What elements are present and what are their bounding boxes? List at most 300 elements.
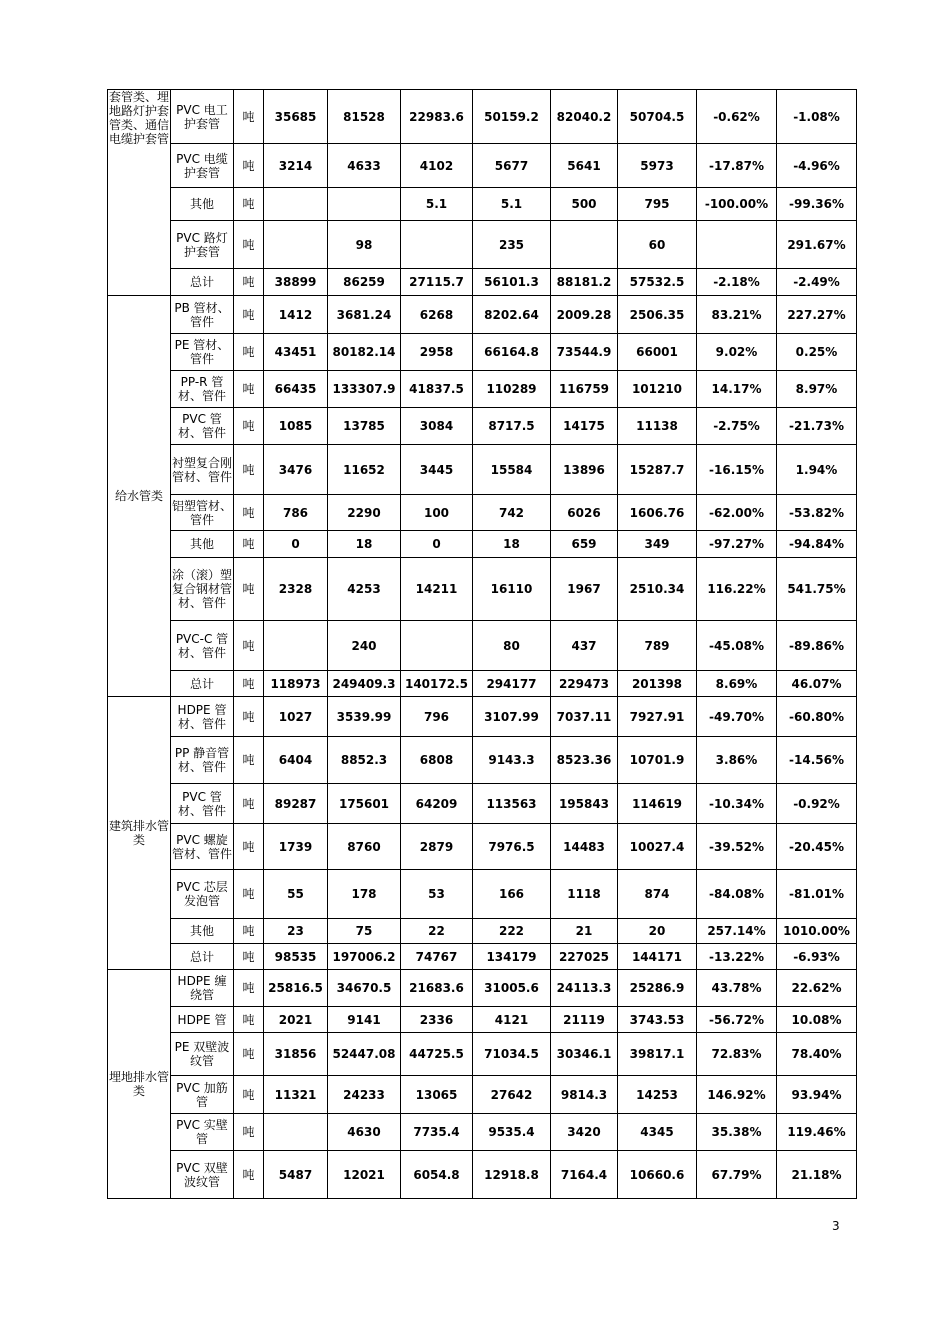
- unit-cell: 吨: [234, 1007, 264, 1033]
- value-cell: 659: [551, 531, 618, 558]
- value-cell: 2510.34: [618, 558, 697, 621]
- value-cell: 34670.5: [328, 970, 401, 1007]
- value-cell: 35685: [264, 90, 328, 144]
- value-cell: 500: [551, 188, 618, 221]
- unit-cell: 吨: [234, 870, 264, 919]
- value-cell: -45.08%: [697, 621, 777, 671]
- value-cell: 8523.36: [551, 737, 618, 784]
- value-cell: 166: [473, 870, 551, 919]
- value-cell: 31005.6: [473, 970, 551, 1007]
- value-cell: 22: [401, 919, 473, 944]
- value-cell: -94.84%: [777, 531, 857, 558]
- value-cell: -89.86%: [777, 621, 857, 671]
- value-cell: 2290: [328, 495, 401, 531]
- value-cell: 116759: [551, 371, 618, 408]
- unit-cell: 吨: [234, 737, 264, 784]
- value-cell: 144171: [618, 944, 697, 970]
- value-cell: 229473: [551, 671, 618, 697]
- unit-cell: 吨: [234, 144, 264, 188]
- value-cell: 742: [473, 495, 551, 531]
- item-cell: PVC 双壁波纹管: [171, 1151, 234, 1199]
- table-row: [108, 824, 857, 870]
- value-cell: 140172.5: [401, 671, 473, 697]
- value-cell: [328, 188, 401, 221]
- value-cell: -100.00%: [697, 188, 777, 221]
- value-cell: 14.17%: [697, 371, 777, 408]
- unit-cell: 吨: [234, 1151, 264, 1199]
- value-cell: 38899: [264, 269, 328, 296]
- value-cell: 93.94%: [777, 1076, 857, 1114]
- value-cell: 113563: [473, 784, 551, 824]
- value-cell: 178: [328, 870, 401, 919]
- value-cell: 5487: [264, 1151, 328, 1199]
- item-cell: HDPE 管材、管件: [171, 697, 234, 737]
- table-row: [108, 408, 857, 445]
- value-cell: 3445: [401, 445, 473, 495]
- value-cell: 541.75%: [777, 558, 857, 621]
- value-cell: 30346.1: [551, 1033, 618, 1076]
- value-cell: 66435: [264, 371, 328, 408]
- value-cell: 7037.11: [551, 697, 618, 737]
- value-cell: -2.75%: [697, 408, 777, 445]
- value-cell: 201398: [618, 671, 697, 697]
- value-cell: 9.02%: [697, 334, 777, 371]
- item-cell: PVC 加筋管: [171, 1076, 234, 1114]
- value-cell: 66164.8: [473, 334, 551, 371]
- value-cell: -97.27%: [697, 531, 777, 558]
- value-cell: 12021: [328, 1151, 401, 1199]
- value-cell: 10027.4: [618, 824, 697, 870]
- value-cell: -1.08%: [777, 90, 857, 144]
- value-cell: [697, 221, 777, 269]
- value-cell: 10660.6: [618, 1151, 697, 1199]
- value-cell: 46.07%: [777, 671, 857, 697]
- value-cell: 25816.5: [264, 970, 328, 1007]
- table-row: [108, 558, 857, 621]
- table-row: [108, 296, 857, 334]
- item-cell: 其他: [171, 188, 234, 221]
- unit-cell: 吨: [234, 445, 264, 495]
- table-row: [108, 784, 857, 824]
- table-row: [108, 1076, 857, 1114]
- value-cell: 1118: [551, 870, 618, 919]
- value-cell: [264, 621, 328, 671]
- value-cell: 4102: [401, 144, 473, 188]
- value-cell: 257.14%: [697, 919, 777, 944]
- value-cell: 116.22%: [697, 558, 777, 621]
- unit-cell: 吨: [234, 558, 264, 621]
- unit-cell: 吨: [234, 495, 264, 531]
- unit-cell: 吨: [234, 697, 264, 737]
- value-cell: 20: [618, 919, 697, 944]
- value-cell: 89287: [264, 784, 328, 824]
- value-cell: 197006.2: [328, 944, 401, 970]
- value-cell: -4.96%: [777, 144, 857, 188]
- value-cell: 73544.9: [551, 334, 618, 371]
- value-cell: 0.25%: [777, 334, 857, 371]
- item-cell: PB 管材、管件: [171, 296, 234, 334]
- value-cell: 1739: [264, 824, 328, 870]
- value-cell: -20.45%: [777, 824, 857, 870]
- table-row: [108, 1114, 857, 1151]
- value-cell: 14211: [401, 558, 473, 621]
- value-cell: -2.49%: [777, 269, 857, 296]
- value-cell: 82040.2: [551, 90, 618, 144]
- value-cell: 1606.76: [618, 495, 697, 531]
- value-cell: 98: [328, 221, 401, 269]
- value-cell: 9143.3: [473, 737, 551, 784]
- unit-cell: 吨: [234, 1033, 264, 1076]
- page-number: 3: [832, 1219, 840, 1233]
- value-cell: 8760: [328, 824, 401, 870]
- value-cell: 796: [401, 697, 473, 737]
- table-row: [108, 970, 857, 1007]
- value-cell: 55: [264, 870, 328, 919]
- value-cell: -53.82%: [777, 495, 857, 531]
- item-cell: PVC 路灯护套管: [171, 221, 234, 269]
- value-cell: -2.18%: [697, 269, 777, 296]
- value-cell: 874: [618, 870, 697, 919]
- item-cell: 其他: [171, 919, 234, 944]
- value-cell: 2958: [401, 334, 473, 371]
- value-cell: 8202.64: [473, 296, 551, 334]
- value-cell: 15584: [473, 445, 551, 495]
- item-cell: PP-R 管材、管件: [171, 371, 234, 408]
- value-cell: 195843: [551, 784, 618, 824]
- value-cell: 64209: [401, 784, 473, 824]
- table-row: [108, 188, 857, 221]
- value-cell: 43451: [264, 334, 328, 371]
- item-cell: PVC-C 管材、管件: [171, 621, 234, 671]
- value-cell: -21.73%: [777, 408, 857, 445]
- value-cell: 175601: [328, 784, 401, 824]
- value-cell: 4121: [473, 1007, 551, 1033]
- value-cell: 249409.3: [328, 671, 401, 697]
- value-cell: 3.86%: [697, 737, 777, 784]
- value-cell: 7927.91: [618, 697, 697, 737]
- category-cell: 套管类、埋地路灯护套管类、通信电缆护套管: [108, 90, 171, 296]
- value-cell: 4253: [328, 558, 401, 621]
- value-cell: 15287.7: [618, 445, 697, 495]
- value-cell: -0.92%: [777, 784, 857, 824]
- value-cell: 4633: [328, 144, 401, 188]
- value-cell: 60: [618, 221, 697, 269]
- value-cell: 81528: [328, 90, 401, 144]
- value-cell: 27115.7: [401, 269, 473, 296]
- value-cell: -39.52%: [697, 824, 777, 870]
- value-cell: 35.38%: [697, 1114, 777, 1151]
- value-cell: 83.21%: [697, 296, 777, 334]
- value-cell: 7164.4: [551, 1151, 618, 1199]
- table-row: [108, 531, 857, 558]
- value-cell: 4345: [618, 1114, 697, 1151]
- value-cell: 2506.35: [618, 296, 697, 334]
- unit-cell: 吨: [234, 221, 264, 269]
- value-cell: 11138: [618, 408, 697, 445]
- value-cell: 146.92%: [697, 1076, 777, 1114]
- value-cell: 86259: [328, 269, 401, 296]
- value-cell: [551, 221, 618, 269]
- value-cell: 50159.2: [473, 90, 551, 144]
- value-cell: 72.83%: [697, 1033, 777, 1076]
- value-cell: 118973: [264, 671, 328, 697]
- value-cell: 3107.99: [473, 697, 551, 737]
- value-cell: 5.1: [473, 188, 551, 221]
- value-cell: 2328: [264, 558, 328, 621]
- table-row: [108, 870, 857, 919]
- item-cell: HDPE 管: [171, 1007, 234, 1033]
- value-cell: 1412: [264, 296, 328, 334]
- value-cell: 6026: [551, 495, 618, 531]
- item-cell: PVC 管材、管件: [171, 408, 234, 445]
- value-cell: 1967: [551, 558, 618, 621]
- unit-cell: 吨: [234, 970, 264, 1007]
- value-cell: 23: [264, 919, 328, 944]
- unit-cell: 吨: [234, 90, 264, 144]
- value-cell: 9814.3: [551, 1076, 618, 1114]
- value-cell: 1010.00%: [777, 919, 857, 944]
- value-cell: 25286.9: [618, 970, 697, 1007]
- value-cell: 13785: [328, 408, 401, 445]
- unit-cell: 吨: [234, 188, 264, 221]
- value-cell: 80: [473, 621, 551, 671]
- value-cell: [264, 1114, 328, 1151]
- value-cell: 119.46%: [777, 1114, 857, 1151]
- value-cell: -10.34%: [697, 784, 777, 824]
- value-cell: 52447.08: [328, 1033, 401, 1076]
- value-cell: 6054.8: [401, 1151, 473, 1199]
- value-cell: 3476: [264, 445, 328, 495]
- value-cell: 349: [618, 531, 697, 558]
- value-cell: 437: [551, 621, 618, 671]
- value-cell: -14.56%: [777, 737, 857, 784]
- value-cell: -99.36%: [777, 188, 857, 221]
- item-cell: PVC 电工护套管: [171, 90, 234, 144]
- item-cell: HDPE 缠绕管: [171, 970, 234, 1007]
- unit-cell: 吨: [234, 334, 264, 371]
- value-cell: 98535: [264, 944, 328, 970]
- value-cell: 22983.6: [401, 90, 473, 144]
- value-cell: 227.27%: [777, 296, 857, 334]
- value-cell: 2336: [401, 1007, 473, 1033]
- value-cell: 8717.5: [473, 408, 551, 445]
- item-cell: 总计: [171, 944, 234, 970]
- value-cell: 71034.5: [473, 1033, 551, 1076]
- category-cell: 给水管类: [108, 296, 171, 697]
- value-cell: 2009.28: [551, 296, 618, 334]
- value-cell: 21.18%: [777, 1151, 857, 1199]
- table-row: [108, 495, 857, 531]
- item-cell: PE 双壁波纹管: [171, 1033, 234, 1076]
- value-cell: 3084: [401, 408, 473, 445]
- value-cell: 9141: [328, 1007, 401, 1033]
- table-row: [108, 944, 857, 970]
- value-cell: 8.69%: [697, 671, 777, 697]
- value-cell: 0: [401, 531, 473, 558]
- value-cell: 9535.4: [473, 1114, 551, 1151]
- value-cell: 291.67%: [777, 221, 857, 269]
- value-cell: 4630: [328, 1114, 401, 1151]
- value-cell: 3214: [264, 144, 328, 188]
- unit-cell: 吨: [234, 269, 264, 296]
- item-cell: PVC 电缆护套管: [171, 144, 234, 188]
- value-cell: 5.1: [401, 188, 473, 221]
- value-cell: 5641: [551, 144, 618, 188]
- unit-cell: 吨: [234, 784, 264, 824]
- unit-cell: 吨: [234, 371, 264, 408]
- table-row: [108, 671, 857, 697]
- value-cell: 11652: [328, 445, 401, 495]
- value-cell: 66001: [618, 334, 697, 371]
- unit-cell: 吨: [234, 919, 264, 944]
- value-cell: 78.40%: [777, 1033, 857, 1076]
- value-cell: 14483: [551, 824, 618, 870]
- unit-cell: 吨: [234, 824, 264, 870]
- value-cell: -60.80%: [777, 697, 857, 737]
- table-row: [108, 371, 857, 408]
- unit-cell: 吨: [234, 408, 264, 445]
- unit-cell: 吨: [234, 671, 264, 697]
- value-cell: 3743.53: [618, 1007, 697, 1033]
- value-cell: 16110: [473, 558, 551, 621]
- value-cell: 22.62%: [777, 970, 857, 1007]
- value-cell: 6404: [264, 737, 328, 784]
- value-cell: 5973: [618, 144, 697, 188]
- value-cell: -16.15%: [697, 445, 777, 495]
- value-cell: 53: [401, 870, 473, 919]
- value-cell: 14175: [551, 408, 618, 445]
- value-cell: 110289: [473, 371, 551, 408]
- unit-cell: 吨: [234, 944, 264, 970]
- value-cell: 8.97%: [777, 371, 857, 408]
- table-row: [108, 144, 857, 188]
- item-cell: 涂（滚）塑复合钢材管材、管件: [171, 558, 234, 621]
- value-cell: 114619: [618, 784, 697, 824]
- value-cell: 24113.3: [551, 970, 618, 1007]
- table-row: [108, 221, 857, 269]
- value-cell: 24233: [328, 1076, 401, 1114]
- value-cell: [264, 188, 328, 221]
- value-cell: 3420: [551, 1114, 618, 1151]
- value-cell: 80182.14: [328, 334, 401, 371]
- value-cell: 0: [264, 531, 328, 558]
- value-cell: 27642: [473, 1076, 551, 1114]
- value-cell: 3539.99: [328, 697, 401, 737]
- value-cell: 56101.3: [473, 269, 551, 296]
- value-cell: 21683.6: [401, 970, 473, 1007]
- value-cell: -17.87%: [697, 144, 777, 188]
- item-cell: 总计: [171, 671, 234, 697]
- value-cell: 227025: [551, 944, 618, 970]
- category-cell: 埋地排水管类: [108, 970, 171, 1199]
- value-cell: 100: [401, 495, 473, 531]
- value-cell: 11321: [264, 1076, 328, 1114]
- value-cell: 50704.5: [618, 90, 697, 144]
- value-cell: 13065: [401, 1076, 473, 1114]
- value-cell: 1.94%: [777, 445, 857, 495]
- table-row: [108, 697, 857, 737]
- unit-cell: 吨: [234, 296, 264, 334]
- value-cell: 67.79%: [697, 1151, 777, 1199]
- value-cell: 240: [328, 621, 401, 671]
- value-cell: [401, 621, 473, 671]
- value-cell: 1085: [264, 408, 328, 445]
- unit-cell: 吨: [234, 621, 264, 671]
- value-cell: -49.70%: [697, 697, 777, 737]
- table-row: [108, 737, 857, 784]
- value-cell: 10701.9: [618, 737, 697, 784]
- value-cell: 57532.5: [618, 269, 697, 296]
- value-cell: 133307.9: [328, 371, 401, 408]
- value-cell: 44725.5: [401, 1033, 473, 1076]
- value-cell: 6808: [401, 737, 473, 784]
- value-cell: 39817.1: [618, 1033, 697, 1076]
- value-cell: -6.93%: [777, 944, 857, 970]
- value-cell: 2879: [401, 824, 473, 870]
- value-cell: 101210: [618, 371, 697, 408]
- value-cell: 88181.2: [551, 269, 618, 296]
- item-cell: 其他: [171, 531, 234, 558]
- value-cell: 14253: [618, 1076, 697, 1114]
- value-cell: 134179: [473, 944, 551, 970]
- value-cell: 2021: [264, 1007, 328, 1033]
- item-cell: PE 管材、管件: [171, 334, 234, 371]
- value-cell: 7976.5: [473, 824, 551, 870]
- value-cell: 21: [551, 919, 618, 944]
- item-cell: PVC 芯层发泡管: [171, 870, 234, 919]
- table-row: [108, 445, 857, 495]
- value-cell: 18: [328, 531, 401, 558]
- value-cell: [264, 221, 328, 269]
- value-cell: -84.08%: [697, 870, 777, 919]
- table-row: [108, 1007, 857, 1033]
- table-row: [108, 90, 857, 144]
- table-row: [108, 919, 857, 944]
- unit-cell: 吨: [234, 1076, 264, 1114]
- table-row: [108, 334, 857, 371]
- value-cell: 7735.4: [401, 1114, 473, 1151]
- category-cell: 建筑排水管类: [108, 697, 171, 970]
- value-cell: 21119: [551, 1007, 618, 1033]
- unit-cell: 吨: [234, 531, 264, 558]
- value-cell: -81.01%: [777, 870, 857, 919]
- value-cell: [401, 221, 473, 269]
- value-cell: 12918.8: [473, 1151, 551, 1199]
- item-cell: PP 静音管材、管件: [171, 737, 234, 784]
- value-cell: 1027: [264, 697, 328, 737]
- value-cell: 10.08%: [777, 1007, 857, 1033]
- statistics-table: [107, 89, 857, 1199]
- item-cell: 总计: [171, 269, 234, 296]
- value-cell: 43.78%: [697, 970, 777, 1007]
- table-row: [108, 1151, 857, 1199]
- value-cell: 31856: [264, 1033, 328, 1076]
- unit-cell: 吨: [234, 1114, 264, 1151]
- value-cell: 41837.5: [401, 371, 473, 408]
- value-cell: -13.22%: [697, 944, 777, 970]
- value-cell: -62.00%: [697, 495, 777, 531]
- item-cell: PVC 螺旋管材、管件: [171, 824, 234, 870]
- value-cell: 5677: [473, 144, 551, 188]
- value-cell: 795: [618, 188, 697, 221]
- value-cell: 8852.3: [328, 737, 401, 784]
- value-cell: 3681.24: [328, 296, 401, 334]
- value-cell: 235: [473, 221, 551, 269]
- value-cell: 75: [328, 919, 401, 944]
- item-cell: 衬塑复合刚管材、管件: [171, 445, 234, 495]
- item-cell: 铝塑管材、管件: [171, 495, 234, 531]
- table-row: [108, 621, 857, 671]
